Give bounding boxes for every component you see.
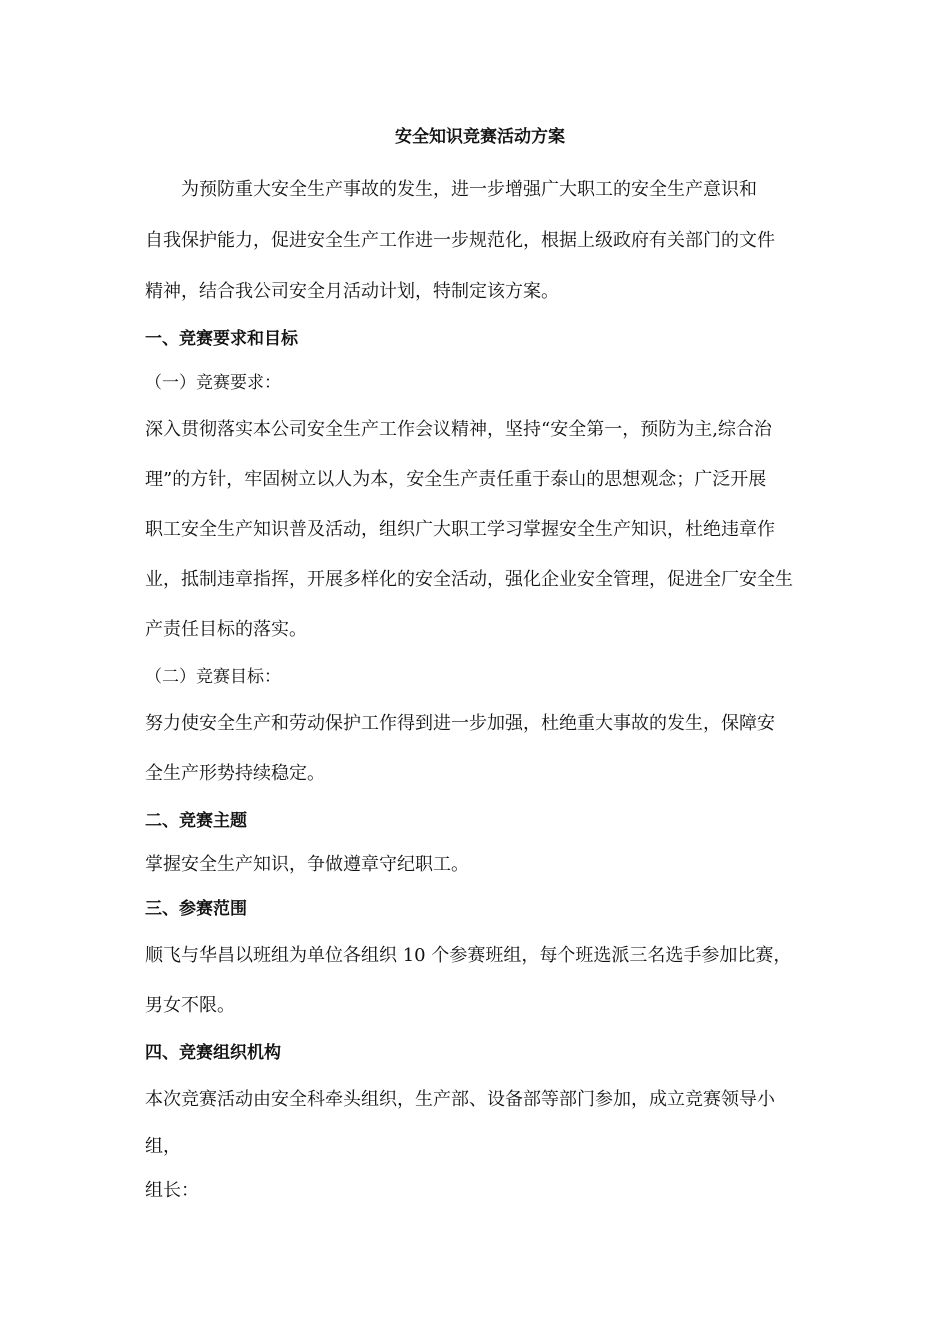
goals-line: 全生产形势持续稳定。 xyxy=(145,763,325,784)
section-heading-scope: 三、参赛范围 xyxy=(145,899,247,919)
leader-label: 组长： xyxy=(145,1180,199,1201)
organization-paragraph xyxy=(145,1075,815,1169)
scope-line: 顺飞与华昌以班组为单位各组织 10 个参赛班组，每个班选派三名选手参加比赛， xyxy=(145,945,792,966)
goals-paragraph xyxy=(145,699,815,799)
section-heading-theme: 二、竞赛主题 xyxy=(145,811,247,831)
requirements-line: 产责任目标的落实。 xyxy=(145,619,307,640)
subsection-heading-requirements: （一）竞赛要求： xyxy=(145,373,281,393)
intro-paragraph xyxy=(145,164,815,317)
subsection-heading-goals: （二）竞赛目标： xyxy=(145,667,281,687)
scope-paragraph xyxy=(145,931,815,1031)
document-title: 安全知识竞赛活动方案 xyxy=(395,127,565,147)
requirements-line: 深入贯彻落实本公司安全生产工作会议精神，坚持“安全第一，预防为主,综合治 xyxy=(145,419,772,440)
requirements-line: 理”的方针，牢固树立以人为本，安全生产责任重于泰山的思想观念；广泛开展 xyxy=(145,469,767,490)
requirements-line: 职工安全生产知识普及活动，组织广大职工学习掌握安全生产知识，杜绝违章作 xyxy=(145,519,775,540)
intro-line: 为预防重大安全生产事故的发生，进一步增强广大职工的安全生产意识和 xyxy=(181,179,757,200)
goals-line: 努力使安全生产和劳动保护工作得到进一步加强，杜绝重大事故的发生，保障安 xyxy=(145,713,775,734)
intro-line: 精神，结合我公司安全月活动计划，特制定该方案。 xyxy=(145,281,559,302)
organization-line: 本次竞赛活动由安全科牵头组织，生产部、设备部等部门参加，成立竞赛领导小 xyxy=(145,1089,775,1110)
section-heading-organization: 四、竞赛组织机构 xyxy=(145,1043,281,1063)
organization-line: 组， xyxy=(145,1136,181,1157)
requirements-paragraph xyxy=(145,405,815,655)
theme-text: 掌握安全生产知识，争做遵章守纪职工。 xyxy=(145,854,469,875)
requirements-line: 业，抵制违章指挥，开展多样化的安全活动，强化企业安全管理，促进全厂安全生 xyxy=(145,569,793,590)
scope-line: 男女不限。 xyxy=(145,995,235,1016)
intro-line: 自我保护能力，促进安全生产工作进一步规范化，根据上级政府有关部门的文件 xyxy=(145,230,775,251)
document-body xyxy=(145,122,815,1213)
section-heading-requirements: 一、竞赛要求和目标 xyxy=(145,329,298,349)
